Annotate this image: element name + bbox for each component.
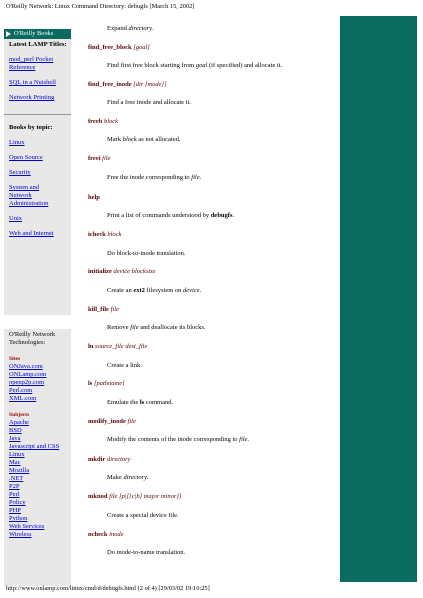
link-sql-nutshell[interactable]: SQL in a Nutshell xyxy=(9,79,56,86)
triangle-right-icon xyxy=(6,31,11,37)
subject-javascript-css[interactable]: Javascript and CSS xyxy=(9,443,60,450)
subject-perl[interactable]: Perl xyxy=(9,491,20,498)
entry-mkdir-desc: Make directory. xyxy=(107,474,149,481)
entry-find-free-block-term: find_free_block [goal] xyxy=(88,44,150,51)
site-onjava[interactable]: ONJava.com xyxy=(9,363,43,370)
entry-freeb-term: freeb block xyxy=(88,118,119,125)
teal-sidebar-band xyxy=(340,16,417,582)
subject-dotnet[interactable]: .NET xyxy=(9,475,24,482)
topic-unix[interactable]: Unix xyxy=(9,215,22,222)
subject-web-services[interactable]: Web Services xyxy=(9,523,45,530)
entry-kill-file-desc: Remove file and deallocate its blocks. xyxy=(107,324,206,331)
entry-ncheck-desc: Do inode-to-name translation. xyxy=(107,549,186,556)
entry-initialize-term: initialize device blocksize xyxy=(88,268,156,275)
subject-bsd[interactable]: BSD xyxy=(9,427,22,434)
link-mod-perl[interactable]: mod_perl Pocket Reference xyxy=(9,56,54,71)
link-network-printing[interactable]: Network Printing xyxy=(9,94,55,101)
entry-modify-inode-term: modify_inode file xyxy=(88,418,136,425)
site-onlamp[interactable]: ONLamp.com xyxy=(9,371,47,378)
entry-ln-term: ln source_file dest_file xyxy=(88,343,148,350)
entry-freeb-desc: Mark block as not allocated. xyxy=(107,136,181,143)
topic-linux[interactable]: Linux xyxy=(9,139,25,146)
topic-web-internet[interactable]: Web and Internet xyxy=(9,230,54,237)
entry-ls-term: ls [pathname] xyxy=(88,380,125,387)
topic-security[interactable]: Security xyxy=(9,169,31,176)
subject-apache[interactable]: Apache xyxy=(9,419,29,426)
books-by-topic-heading: Books by topic: xyxy=(9,124,53,131)
network-box xyxy=(4,329,71,586)
entry-ln-desc: Create a link. xyxy=(107,362,142,369)
entry-help-term: help xyxy=(88,194,100,201)
site-perl[interactable]: Perl.com xyxy=(9,387,33,394)
entry-find-free-inode-desc: Find a free inode and allocate it. xyxy=(107,99,191,106)
topic-open-source[interactable]: Open Source xyxy=(9,154,43,161)
sites-label: Sites xyxy=(9,356,21,362)
subjects-label: Subjects xyxy=(9,412,30,418)
entry-icheck-term: icheck block xyxy=(88,231,122,238)
site-openp2p[interactable]: openp2p.com xyxy=(9,379,45,386)
network-technologies-heading: O'Reilly Network Technologies: xyxy=(9,331,56,346)
subject-policy[interactable]: Policy xyxy=(9,499,26,506)
entry-mknod-desc: Create a special device file. xyxy=(107,512,179,519)
entry-kill-file-term: kill_file file xyxy=(88,306,119,313)
entry-initialize-desc: Create an ext2 filesystem on device. xyxy=(107,287,202,294)
entry-ls-desc: Emulate the ls command. xyxy=(107,399,174,406)
subject-java[interactable]: Java xyxy=(9,435,21,442)
page-footer: http://www.onlamp.com/linux/cmd/d/debugfs.html (2 of 4) [29/03/02 19:10:25] xyxy=(6,585,210,592)
oreilly-books-bar[interactable] xyxy=(4,29,71,39)
entry-icheck-desc: Do block-to-inode translation. xyxy=(107,250,186,257)
entry-freei-term: freei file xyxy=(88,155,111,162)
site-xml[interactable]: XML.com xyxy=(9,395,37,402)
entry-modify-inode-desc: Modify the contents of the inode corresponding to file. xyxy=(107,436,250,443)
entry-mknod-term: mknod file [p|[[c|b] major minor]] xyxy=(88,493,182,500)
topic-system-network-admin[interactable]: System and Network Administration xyxy=(9,184,49,207)
entry-freei-desc: Free the inode corresponding to file. xyxy=(107,174,202,181)
expand-directory-text: Expand directory. xyxy=(107,25,154,32)
subject-python[interactable]: Python xyxy=(9,515,28,522)
latest-titles-heading: Latest LAMP Titles: xyxy=(9,41,67,48)
subject-mozilla[interactable]: Mozilla xyxy=(9,467,30,474)
books-box xyxy=(4,39,71,315)
entry-help-desc: Print a list of commands understood by debugfs. xyxy=(107,212,235,219)
entry-mkdir-term: mkdir directory xyxy=(88,456,131,463)
oreilly-books-label: O'Reilly Books xyxy=(14,30,54,37)
subject-p2p[interactable]: P2P xyxy=(9,483,20,490)
subject-mac[interactable]: Mac xyxy=(9,459,21,466)
subject-linux[interactable]: Linux xyxy=(9,451,25,458)
page-header: O'Reilly Network: Linux Command Directory: debugfs [March 15, 2002] xyxy=(6,3,195,10)
entry-find-free-inode-term: find_free_inode [dir [mode]] xyxy=(88,81,167,88)
subject-wireless[interactable]: Wireless xyxy=(9,531,32,538)
left-sidebar xyxy=(4,29,71,586)
entry-find-free-block-desc: Find first free block starting from goal (if specified) and allocate it. xyxy=(107,62,283,69)
subject-php[interactable]: PHP xyxy=(9,507,21,514)
entry-ncheck-term: ncheck inode xyxy=(88,531,124,538)
